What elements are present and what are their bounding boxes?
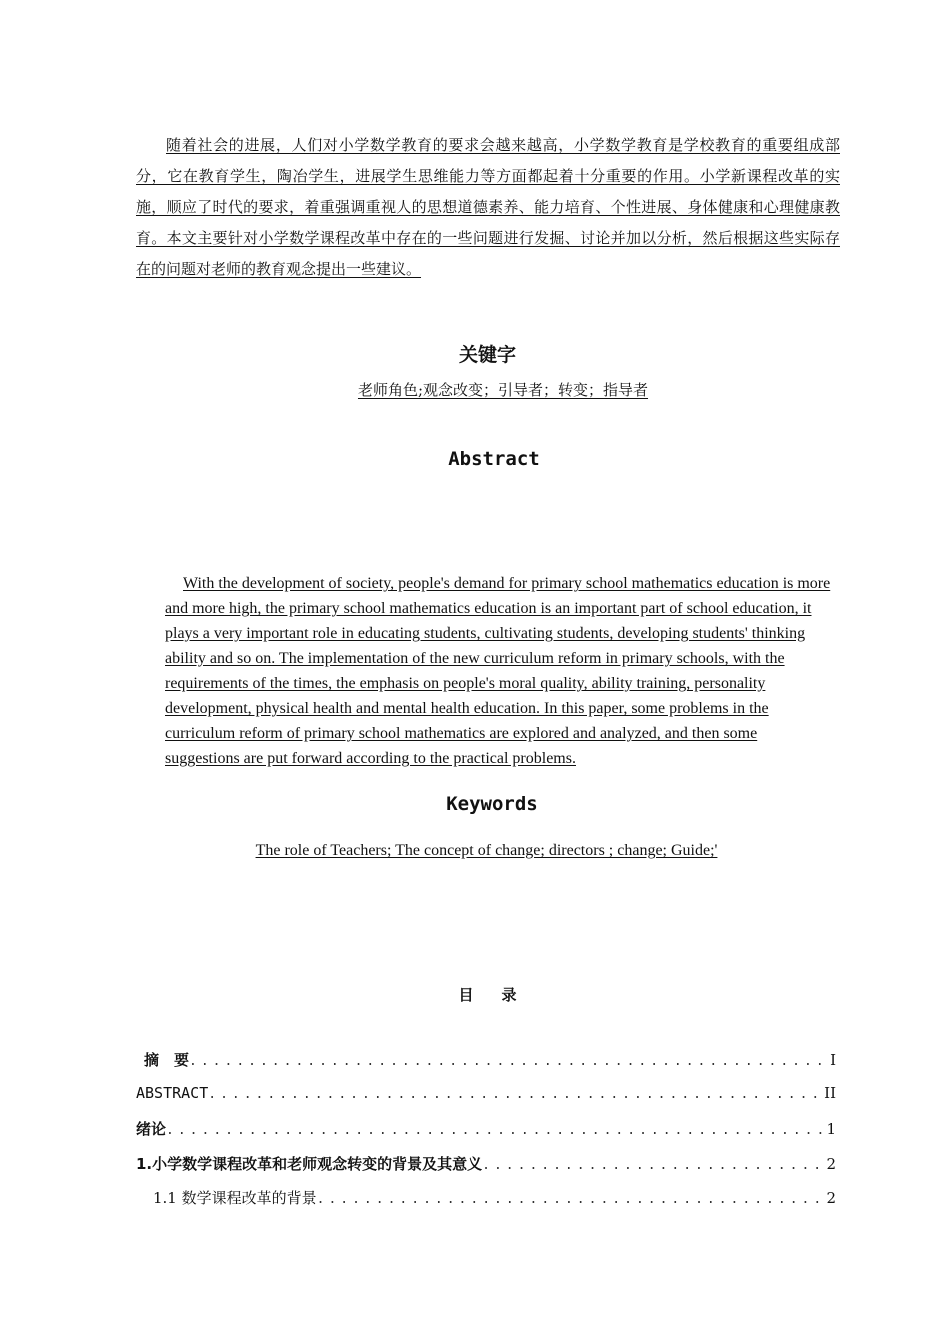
toc-dot-leader: [317, 1192, 825, 1207]
toc-entry[interactable]: [136, 1049, 836, 1084]
toc-entry-label: 摘 要: [144, 1051, 190, 1069]
toc-dot-leader: [482, 1158, 824, 1173]
toc-entry-page: 2: [826, 1189, 836, 1207]
toc-title: 目录: [458, 986, 545, 1004]
english-keywords-text: The role of Teachers; The concept of change; directors ; change; Guide;': [255, 842, 718, 859]
toc-entry-label: 1.小学数学课程改革和老师观念转变的背景及其意义: [136, 1154, 483, 1173]
toc-entry-page: 1: [826, 1120, 836, 1138]
english-abstract-paragraph: With the development of society, people's demand for primary school mathematics education is more and more high, the primary school mathematics education is an important part of school education, it plays a very important role in educating students, cultivating students, developing students' thinking ability and so on. The implementation of the new curriculum reform in primary schools, with the requirements of the times, the emphasis on people's moral quality, ability training, personality development, physical health and mental health education. In this paper, some problems in the curriculum reform of primary school mathematics are explored and analyzed, and then some suggestions are put forward according to the practical problems.: [165, 575, 831, 767]
toc-entry-page: I: [830, 1051, 836, 1069]
toc-dot-leader: [208, 1087, 822, 1102]
toc-entry[interactable]: [136, 1153, 836, 1188]
toc-dot-leader: [189, 1054, 828, 1069]
toc-dot-leader: [166, 1123, 824, 1138]
toc-entry-label: 绪论: [136, 1120, 167, 1138]
toc-entry-page: 2: [826, 1154, 836, 1173]
toc-entry-page: II: [824, 1083, 836, 1102]
chinese-abstract-paragraph: 随着社会的进展，人们对小学数学教育的要求会越来越高，小学数学教育是学校教育的重要组成部分，它在教育学生，陶冶学生，进展学生思维能力等方面都起着十分重要的作用。小学新课程改革的实施，顺应了时代的要求，着重强调重视人的思想道德素养、能力培育、个性进展、身体健康和心理健康教育。本文主要针对小学数学课程改革中存在的一些问题进行发掘、讨论并加以分析，然后根据这些实际存在的问题对老师的教育观念提出一些建议。: [136, 136, 840, 278]
chinese-keywords-text: 老师角色;观念改变；引导者；转变；指导者: [357, 381, 649, 399]
table-of-contents: [136, 1049, 836, 1222]
toc-entry-label: 1.1 数学课程改革的背景: [153, 1189, 317, 1207]
chinese-keywords-heading: 关键字: [458, 344, 516, 366]
toc-entry[interactable]: [136, 1084, 836, 1119]
toc-entry[interactable]: [136, 1187, 836, 1222]
toc-entry-label: ABSTRACT: [136, 1083, 209, 1102]
abstract-heading: Abstract: [448, 448, 540, 470]
keywords-heading: Keywords: [446, 793, 538, 815]
toc-entry[interactable]: [136, 1118, 836, 1153]
